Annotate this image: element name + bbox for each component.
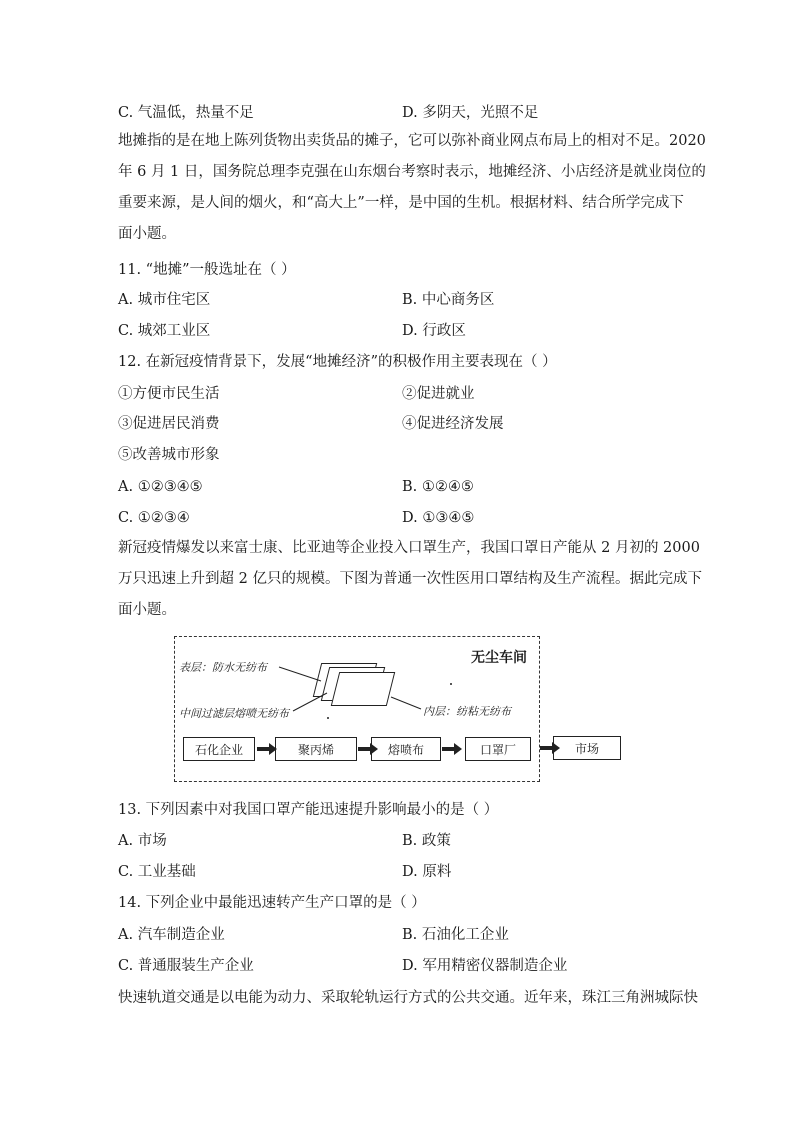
item-5-q12: ⑤改善城市形象 xyxy=(118,447,220,463)
passage-line: 地摊指的是在地上陈列货物出卖货品的摊子，它可以弥补商业网点布局上的相对不足。2020 xyxy=(118,133,706,149)
dust-dot xyxy=(327,717,329,719)
question-12-stem: 12. 在新冠疫情背景下，发展“地摊经济”的积极作用主要表现在（ ） xyxy=(118,354,557,370)
passage-mask-production xyxy=(118,533,702,626)
option-d-q10: D. 多阴天，光照不足 xyxy=(402,105,539,121)
flow-box-meltblown: 熔喷布 xyxy=(371,737,441,761)
flow-box-polypropylene: 聚丙烯 xyxy=(275,737,357,761)
option-d-q11: D. 行政区 xyxy=(402,323,466,339)
option-a-q11: A. 城市住宅区 xyxy=(118,292,211,308)
item-4-q12: ④促进经济发展 xyxy=(402,416,504,432)
option-c-q10: C. 气温低，热量不足 xyxy=(118,105,254,121)
option-c-q11: C. 城郊工业区 xyxy=(118,323,211,339)
item-2-q12: ②促进就业 xyxy=(402,386,475,402)
option-b-q13: B. 政策 xyxy=(402,833,451,849)
pointer-lines xyxy=(175,637,541,783)
option-b-q11: B. 中心商务区 xyxy=(402,292,495,308)
passage-line: 年 6 月 1 日，国务院总理李克强在山东烟台考察时表示，地摊经济、小店经济是就业岗位的 xyxy=(118,164,706,180)
question-14-stem: 14. 下列企业中最能迅速转产生产口罩的是（ ） xyxy=(118,895,426,911)
flow-arrow-icon xyxy=(442,743,462,755)
option-c-q13: C. 工业基础 xyxy=(118,864,196,880)
option-d-q14: D. 军用精密仪器制造企业 xyxy=(402,958,568,974)
dust-dot xyxy=(450,683,452,685)
option-d-q12: D. ①③④⑤ xyxy=(402,510,475,526)
item-3-q12: ③促进居民消费 xyxy=(118,416,220,432)
outer-layer-label: 表层：防水无纺布 xyxy=(179,661,267,674)
item-1-q12: ①方便市民生活 xyxy=(118,386,220,402)
flow-box-petrochemical: 石化企业 xyxy=(183,737,255,761)
option-a-q12: A. ①②③④⑤ xyxy=(118,479,203,495)
flow-box-market: 市场 xyxy=(553,736,621,760)
inner-layer-label: 内层：纺粘无纺布 xyxy=(423,705,511,718)
option-d-q13: D. 原料 xyxy=(402,864,452,880)
flow-box-mask-factory: 口罩厂 xyxy=(465,737,531,761)
option-c-q14: C. 普通服装生产企业 xyxy=(118,958,254,974)
pointer-line-inner xyxy=(391,697,421,709)
question-11-stem: 11. “地摊”一般选址在（ ） xyxy=(118,262,296,278)
option-b-q12: B. ①②④⑤ xyxy=(402,479,474,495)
passage-line: 面小题。 xyxy=(118,602,176,618)
pointer-line-outer xyxy=(279,667,321,681)
passage-line: 重要来源，是人间的烟火，和“高大上”一样，是中国的生机。根据材料、结合所学完成下 xyxy=(118,195,684,211)
option-b-q14: B. 石油化工企业 xyxy=(402,927,509,943)
passage-line: 面小题。 xyxy=(118,226,176,242)
passage-line: 新冠疫情爆发以来富士康、比亚迪等企业投入口罩生产，我国口罩日产能从 2 月初的 2000 xyxy=(118,540,700,556)
passage-ground-stall xyxy=(118,126,706,250)
diagram-title: 无尘车间 xyxy=(471,650,527,666)
option-c-q12: C. ①②③④ xyxy=(118,510,190,526)
mask-production-diagram xyxy=(174,636,540,782)
passage-rail-transit: 快速轨道交通是以电能为动力、采取轮轨运行方式的公共交通。近年来，珠江三角洲城际快 xyxy=(118,990,698,1006)
passage-line: 万只迅速上升到超 2 亿只的规模。下图为普通一次性医用口罩结构及生产流程。据此完成下 xyxy=(118,571,702,587)
option-a-q14: A. 汽车制造企业 xyxy=(118,927,225,943)
flow-arrow-icon xyxy=(257,743,277,755)
option-a-q13: A. 市场 xyxy=(118,833,167,849)
middle-layer-label: 中间过滤层熔喷无纺布 xyxy=(179,707,289,720)
pointer-line-middle xyxy=(293,693,327,711)
question-13-stem: 13. 下列因素中对我国口罩产能迅速提升影响最小的是（ ） xyxy=(118,802,499,818)
